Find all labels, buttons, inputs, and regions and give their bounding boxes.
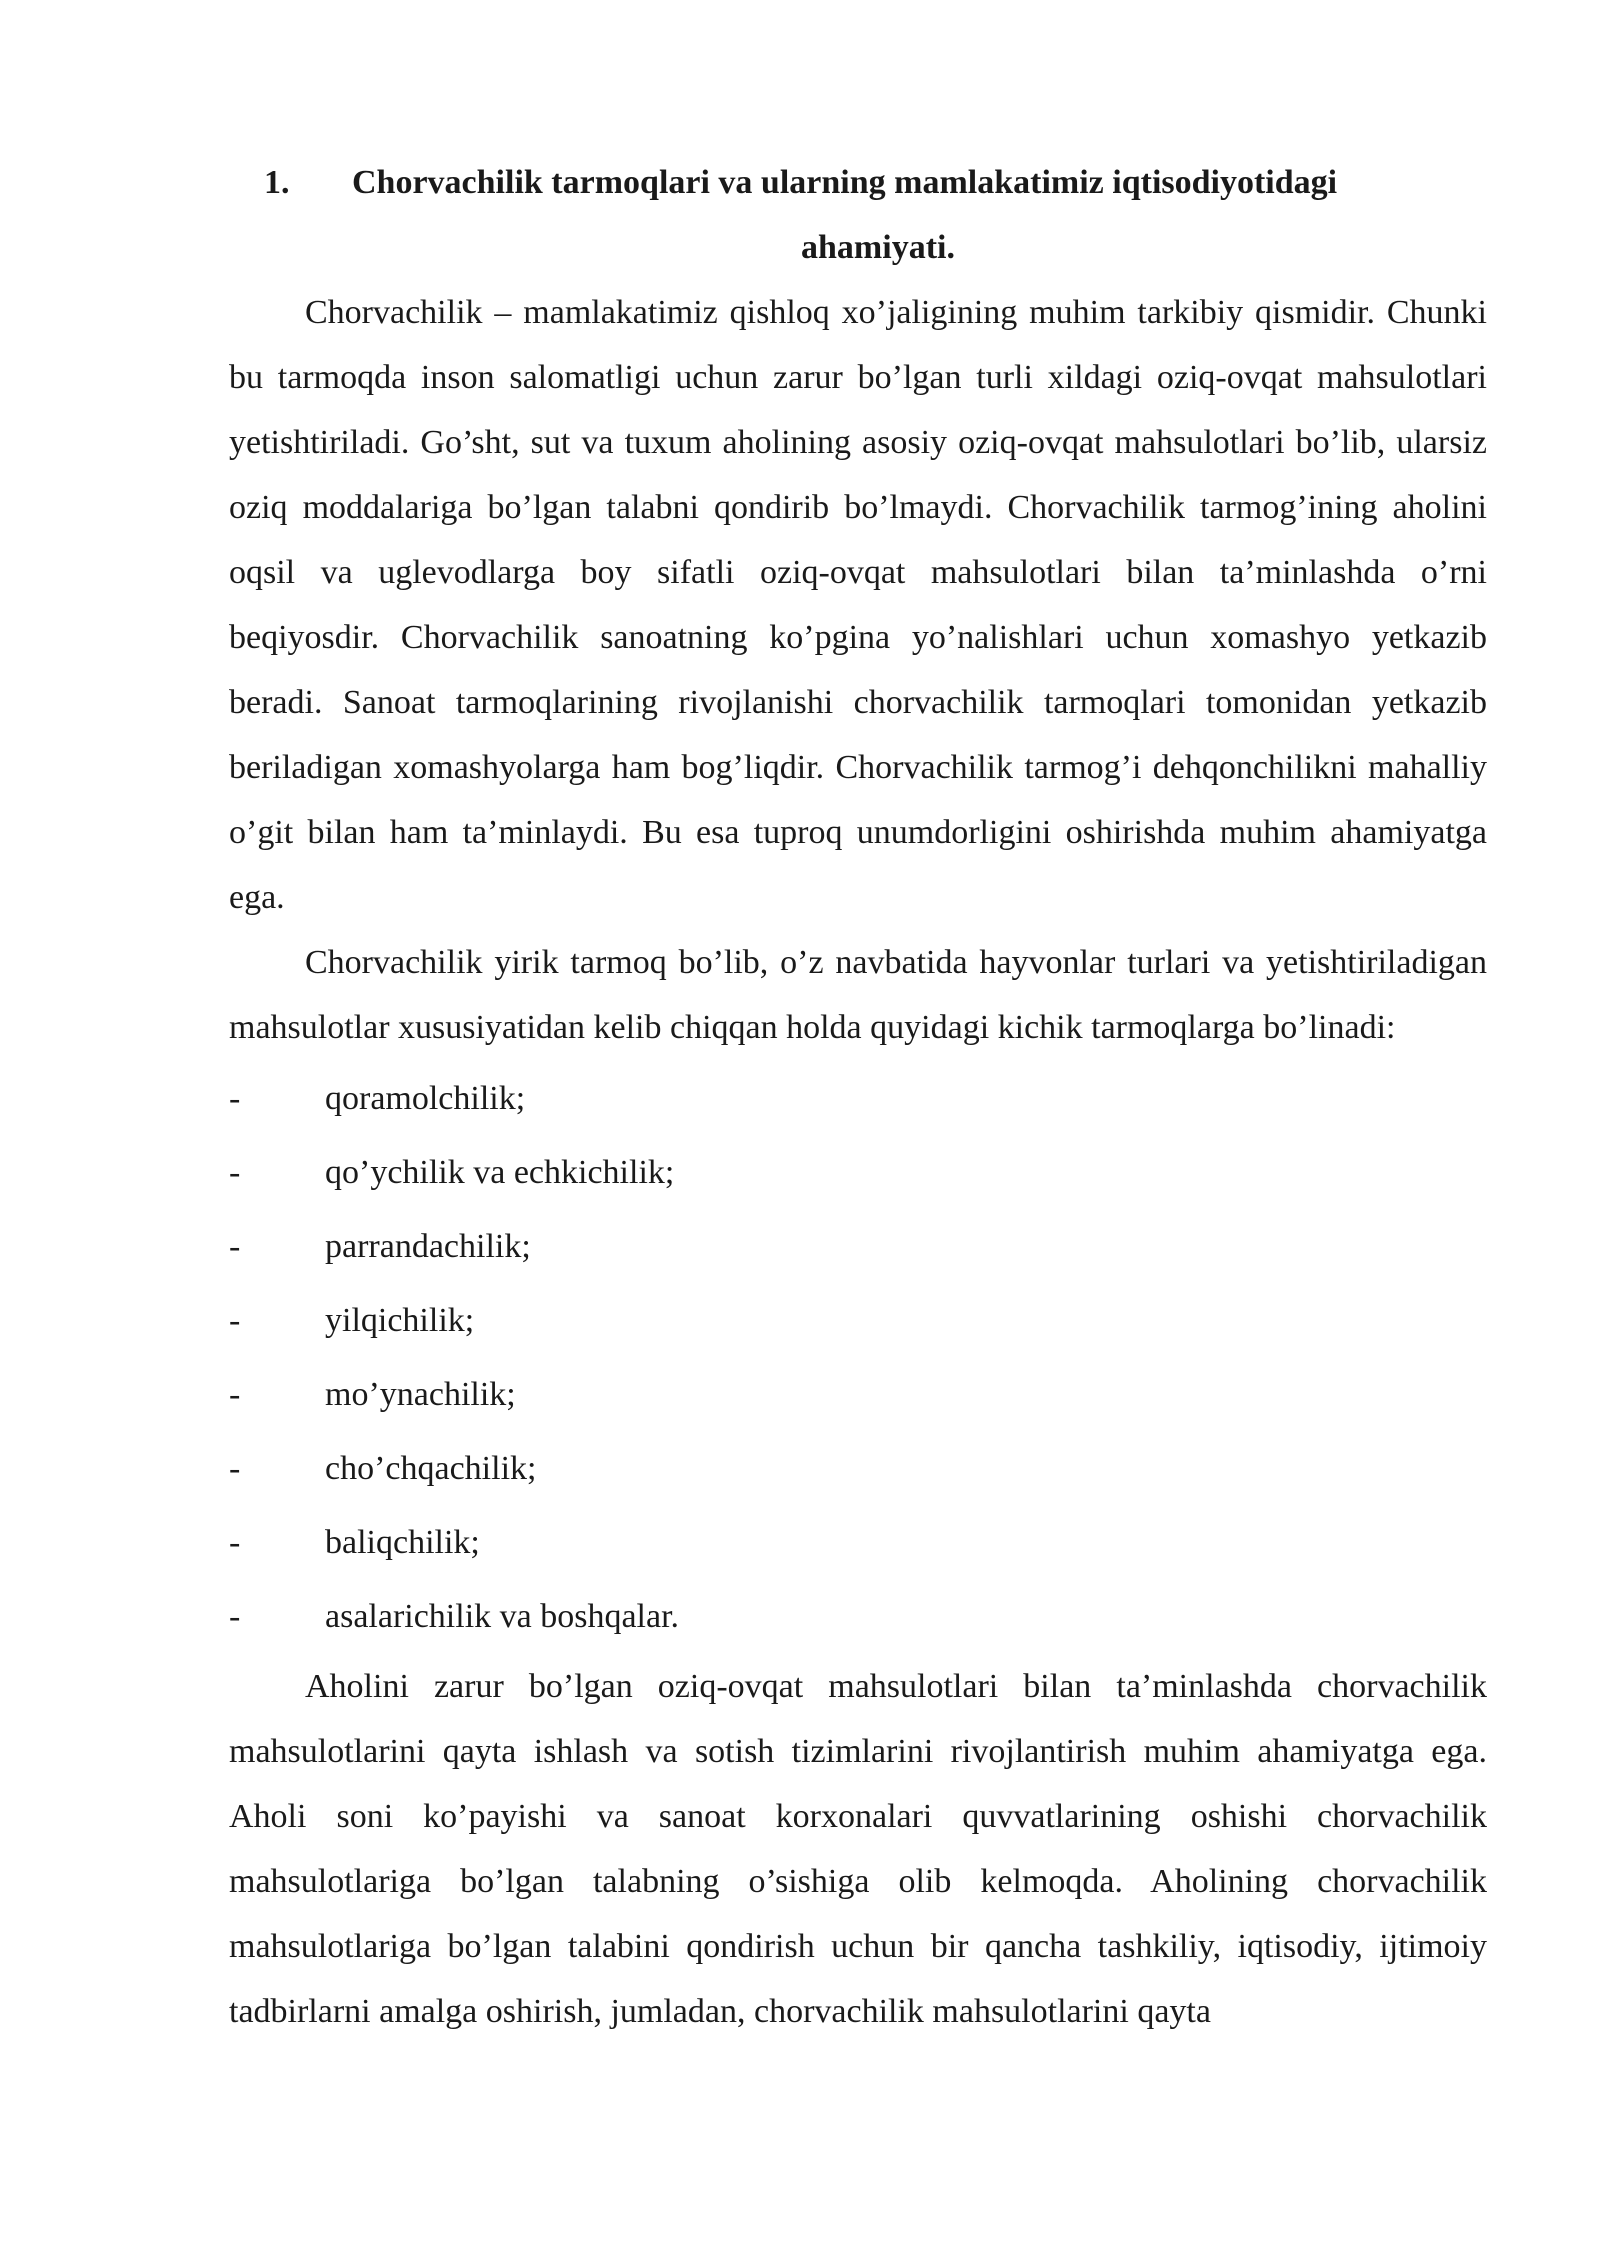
list-marker: - — [229, 1154, 241, 1191]
list-item — [229, 1136, 1487, 1210]
list-marker: - — [229, 1524, 241, 1561]
list-marker: - — [229, 1228, 241, 1265]
list-item-text: asalarichilik va boshqalar. — [325, 1598, 680, 1635]
heading-title-line-1: Chorvachilik tarmoqlari va ularning mamlakatimiz iqtisodiyotidagi — [352, 164, 1338, 201]
list-item — [229, 1210, 1487, 1284]
list-marker: - — [229, 1302, 241, 1339]
list-item-text: parrandachilik; — [325, 1228, 531, 1265]
paragraph-subsectors: Chorvachilik yirik tarmoq bo’lib, o’z navbatida hayvonlar turlari va yetishtiriladigan mahsulotlar xususiyatidan kelib chiqqan holda quyidagi kichik tarmoqlarga bo’linadi: — [229, 944, 1487, 1046]
heading-line-1 — [264, 150, 1487, 215]
list-item — [229, 1358, 1487, 1432]
list-item-text: qo’ychilik va echkichilik; — [325, 1154, 675, 1191]
list-item-text: baliqchilik; — [325, 1524, 480, 1561]
list-marker: - — [229, 1450, 241, 1487]
list-item — [229, 1506, 1487, 1580]
heading-number: 1. — [264, 164, 290, 201]
list-item-text: yilqichilik; — [325, 1302, 475, 1339]
subsector-list — [229, 1062, 1487, 1654]
list-item — [229, 1580, 1487, 1654]
document-page — [229, 150, 1487, 2044]
list-item-text: qoramolchilik; — [325, 1080, 526, 1117]
list-marker: - — [229, 1080, 241, 1117]
list-item — [229, 1432, 1487, 1506]
list-item-text: mo’ynachilik; — [325, 1376, 516, 1413]
heading-title-line-2: ahamiyati. — [801, 229, 955, 266]
list-item — [229, 1284, 1487, 1358]
list-item-text: cho’chqachilik; — [325, 1450, 537, 1487]
paragraph-processing: Aholini zarur bo’lgan oziq-ovqat mahsulotlari bilan ta’minlashda chorvachilik mahsulotlarini qayta ishlash va sotish tizimlarini rivojlantirish muhim ahamiyatga ega. Aholi soni ko’payishi va sanoat korxonalari quvvatlarining oshishi chorvachilik mahsulotlariga bo’lgan talabning o’sishiga olib kelmoqda. Aholining chorvachilik mahsulotlariga bo’lgan talabini qondirish uchun bir qancha tashkiliy, iqtisodiy, ijtimoiy tadbirlarni amalga oshirish, jumladan, chorvachilik mahsulotlarini qayta — [229, 1668, 1487, 2030]
paragraph-intro: Chorvachilik – mamlakatimiz qishloq xo’jaligining muhim tarkibiy qismidir. Chunki bu tarmoqda inson salomatligi uchun zarur bo’lgan turli xildagi oziq-ovqat mahsulotlari yetishtiriladi. Go’sht, sut va tuxum aholining asosiy oziq-ovqat mahsulotlari bo’lib, ularsiz oziq moddalariga bo’lgan talabni qondirib bo’lmaydi. Chorvachilik tarmog’ining aholini oqsil va uglevodlarga boy sifatli oziq-ovqat mahsulotlari bilan ta’minlashda o’rni beqiyosdir. Chorvachilik sanoatning ko’pgina yo’nalishlari uchun xomashyo yetkazib beradi. Sanoat tarmoqlarining rivojlanishi chorvachilik tarmoqlari tomonidan yetkazib beriladigan xomashyolarga ham bog’liqdir. Chorvachilik tarmog’i dehqonchilikni mahalliy o’git bilan ham ta’minlaydi. Bu esa tuproq unumdorligini oshirishda muhim ahamiyatga ega. — [229, 294, 1487, 916]
list-marker: - — [229, 1376, 241, 1413]
list-marker: - — [229, 1598, 241, 1635]
section-heading — [229, 150, 1487, 280]
list-item — [229, 1062, 1487, 1136]
